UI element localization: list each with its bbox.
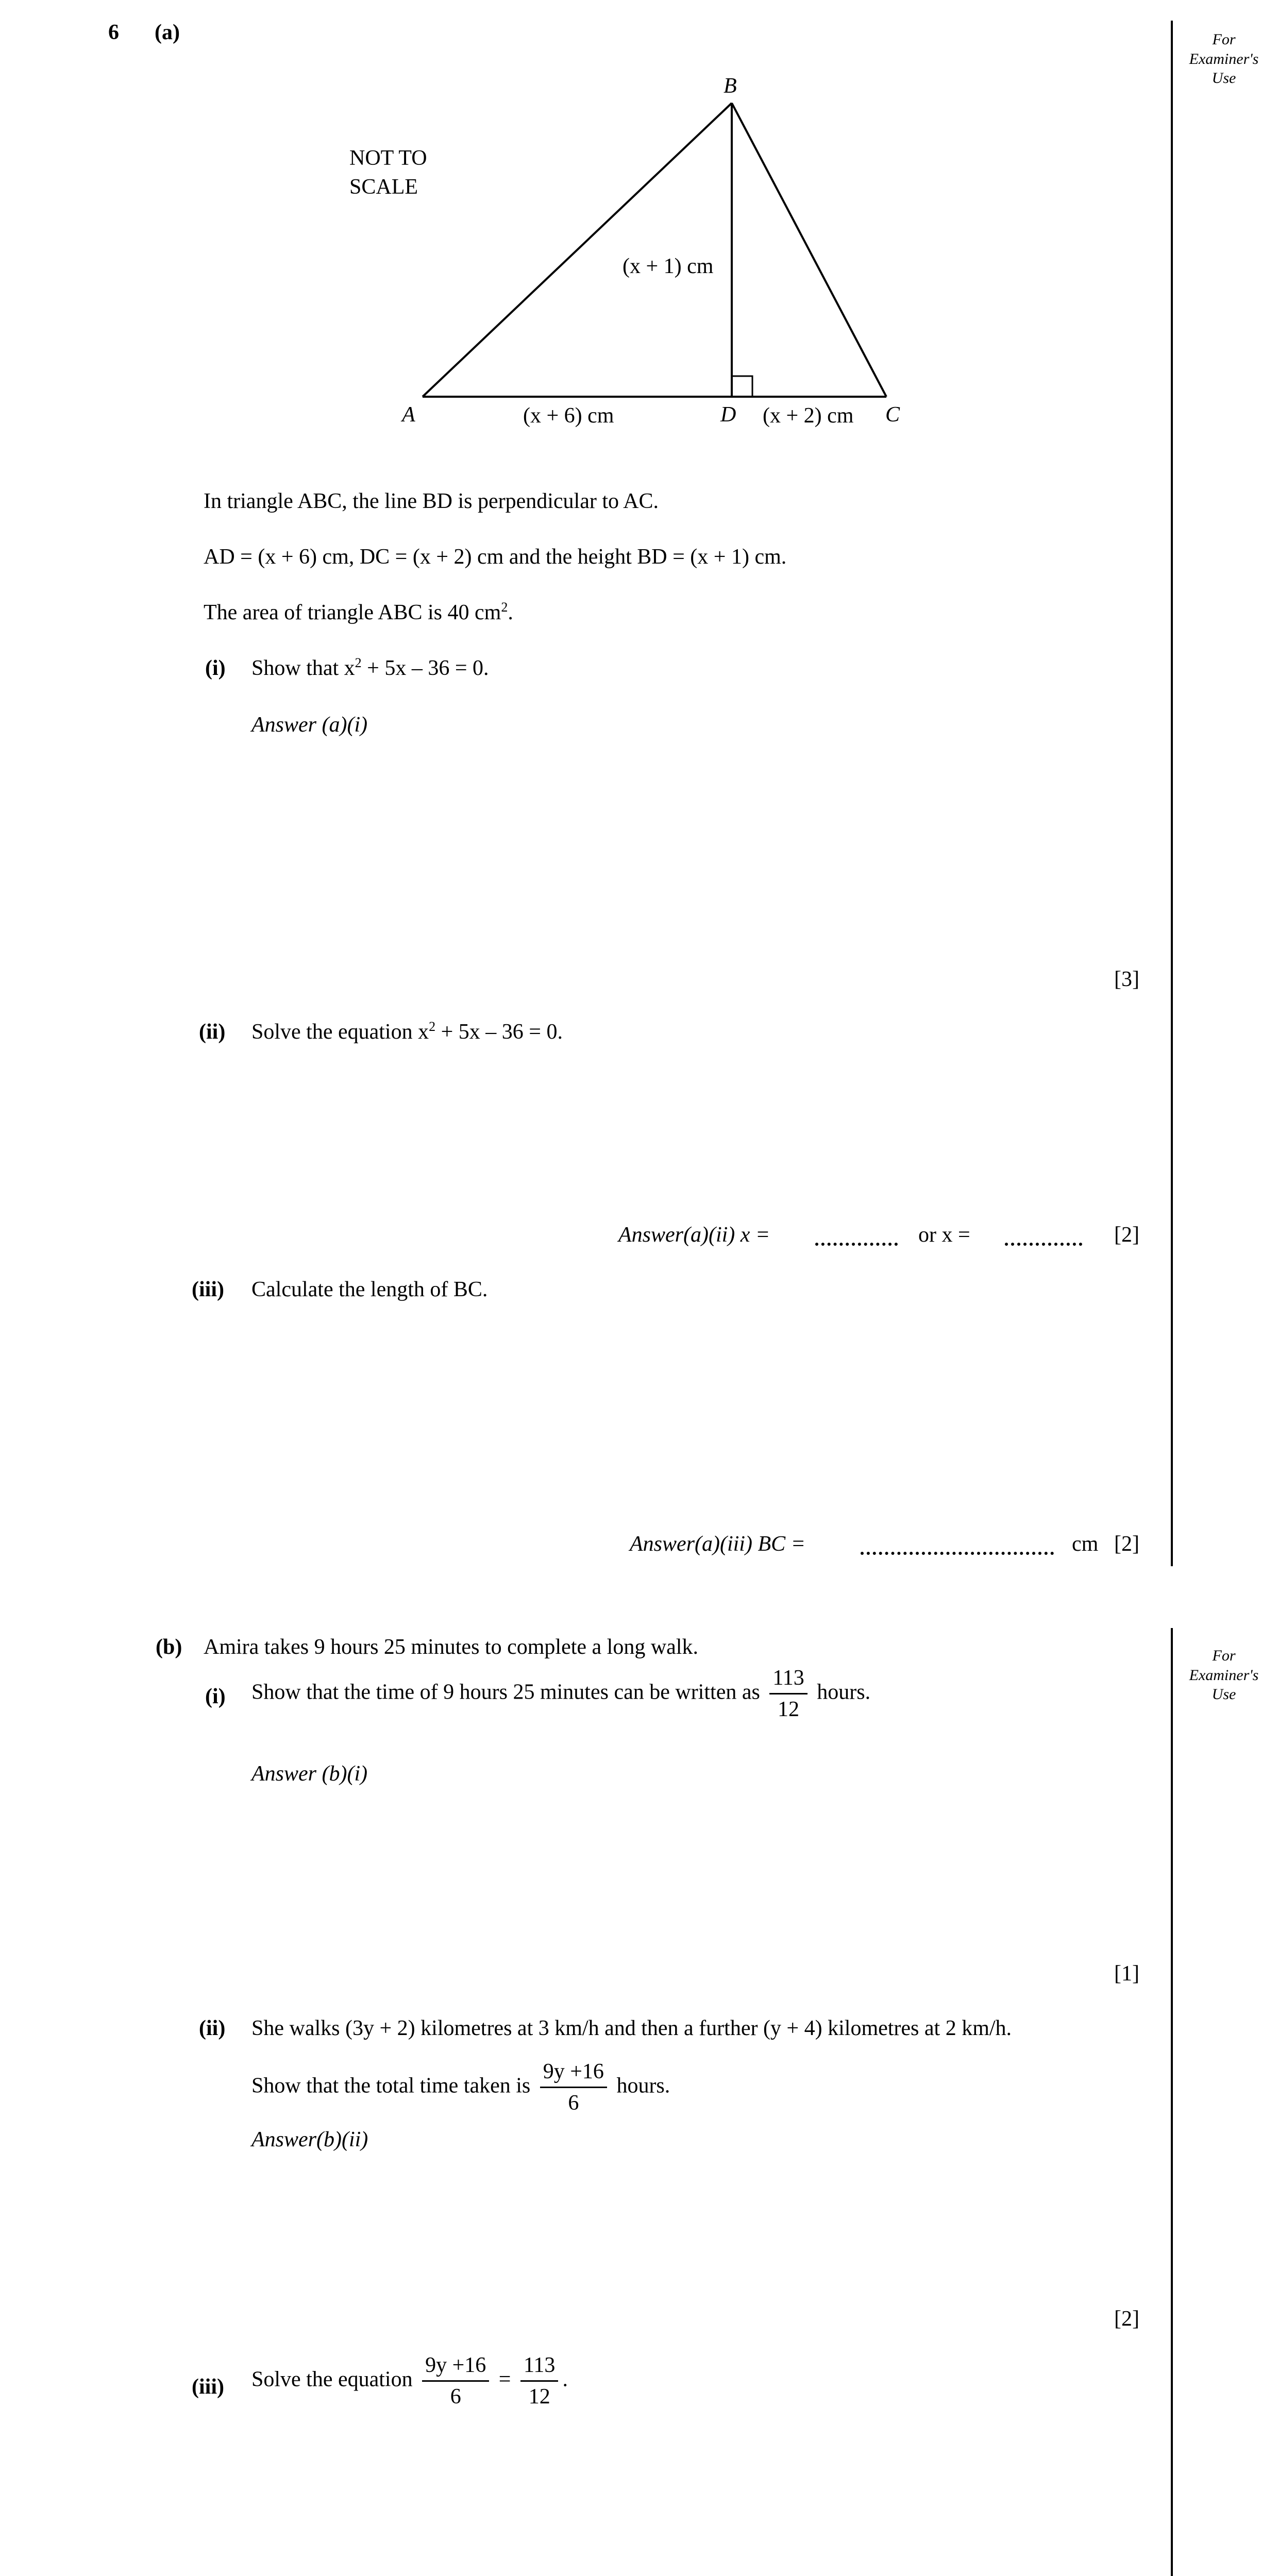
dc-length-label: (x + 2) cm xyxy=(763,404,854,428)
part-a-ii-or-label: or x = xyxy=(918,1223,970,1247)
part-a-intro-1: In triangle ABC, the line BD is perpendicular to AC. xyxy=(204,489,659,513)
examiner-use-label-top: For Examiner's Use xyxy=(1189,31,1259,87)
part-b-i-label: (i) xyxy=(205,1685,226,1708)
examiner-margin-line-bottom xyxy=(1171,1628,1173,2576)
part-a-i-marks: [3] xyxy=(1114,968,1139,991)
side-bc xyxy=(732,103,886,397)
part-a-ii-marks: [2] xyxy=(1114,1223,1139,1247)
part-a-ii-answer-1-field[interactable] xyxy=(815,1243,898,1246)
part-b-ii-answer-space[interactable] xyxy=(251,2159,1128,2293)
part-a-iii-unit: cm xyxy=(1072,1532,1099,1556)
part-a-label: (a) xyxy=(155,21,180,44)
part-b-ii-marks: [2] xyxy=(1114,2307,1139,2331)
part-b-i-question: Show that the time of 9 hours 25 minutes can be written as $\frac{113}{12}$ hours. xyxy=(251,1665,870,1723)
part-b-i-marks: [1] xyxy=(1114,1962,1139,1986)
right-angle-marker xyxy=(732,376,752,397)
part-a-i-answer-space[interactable] xyxy=(251,747,1128,943)
part-a-iii-question: Calculate the length of BC. xyxy=(251,1278,488,1301)
examiner-use-label-bottom: For Examiner's Use xyxy=(1189,1647,1259,1703)
part-a-iii-marks: [2] xyxy=(1114,1532,1139,1556)
part-b-i-answer-space[interactable] xyxy=(251,1793,1128,1947)
fraction-113-over-12: $\frac{113}{12}$ xyxy=(769,1665,807,1723)
part-b-intro: Amira takes 9 hours 25 minutes to complete a long walk. xyxy=(204,1635,698,1659)
vertex-a-label: A xyxy=(402,403,415,427)
part-b-ii-label: (ii) xyxy=(199,2016,226,2040)
part-a-iii-label: (iii) xyxy=(192,1278,224,1301)
part-a-i-question: Show that $x^2 + 5x - 36 = 0$. xyxy=(251,655,489,680)
vertex-c-label: C xyxy=(885,403,900,427)
part-a-iii-answer-label: Answer(a)(iii) BC = xyxy=(630,1532,805,1556)
part-a-ii-answer-label: Answer(a)(ii) x = xyxy=(618,1223,770,1247)
question-number: 6 xyxy=(108,21,119,44)
part-b-iii-label: (iii) xyxy=(192,2375,224,2399)
part-b-ii-show: Show that the total time taken is $\frac{9y +16}{6}$ hours. xyxy=(251,2059,670,2116)
part-b-ii-answer-label: Answer(b)(ii) xyxy=(251,2128,368,2151)
fraction-lhs: $\frac{9y +16}{6}$ xyxy=(422,2352,489,2410)
part-a-i-answer-label: Answer (a)(i) xyxy=(251,713,368,737)
side-ab xyxy=(423,103,732,397)
vertex-d-label: D xyxy=(720,403,736,427)
part-b-i-answer-label: Answer (b)(i) xyxy=(251,1762,368,1786)
scale-note-line2: SCALE xyxy=(349,175,418,199)
part-b-label: (b) xyxy=(156,1635,182,1659)
fraction-9y-plus-16-over-6: $\frac{9y +16}{6}$ xyxy=(540,2059,607,2116)
part-a-iii-answer-field[interactable] xyxy=(861,1552,1054,1555)
part-b-iii-question: Solve the equation $\frac{9y +16}{6}$ = $\frac{113}{12}$ . xyxy=(251,2352,568,2410)
part-a-ii-question: Solve the equation $x^2 + 5x - 36 = 0$. xyxy=(251,1019,563,1044)
part-a-ii-answer-2-field[interactable] xyxy=(1005,1243,1082,1246)
part-a-intro-3: The area of triangle ABC is 40 $cm^2$. xyxy=(204,600,513,624)
fraction-rhs: $\frac{113}{12}$ xyxy=(520,2352,558,2410)
triangle-diagram xyxy=(0,0,1278,464)
bd-length-label: (x + 1) cm xyxy=(623,255,714,278)
part-a-intro-2: AD = (x + 6) cm, DC = (x + 2) cm and the height BD = (x + 1) cm. xyxy=(204,545,787,569)
ad-length-label: (x + 6) cm xyxy=(523,404,614,428)
vertex-b-label: B xyxy=(724,74,737,98)
part-b-ii-question: She walks (3y + 2) kilometres at 3 km/h and then a further (y + 4) kilometres at 2 km/h. xyxy=(251,2016,1012,2040)
part-a-ii-label: (ii) xyxy=(199,1020,226,1044)
part-a-i-label: (i) xyxy=(205,656,226,680)
scale-note-line1: NOT TO xyxy=(349,146,427,170)
